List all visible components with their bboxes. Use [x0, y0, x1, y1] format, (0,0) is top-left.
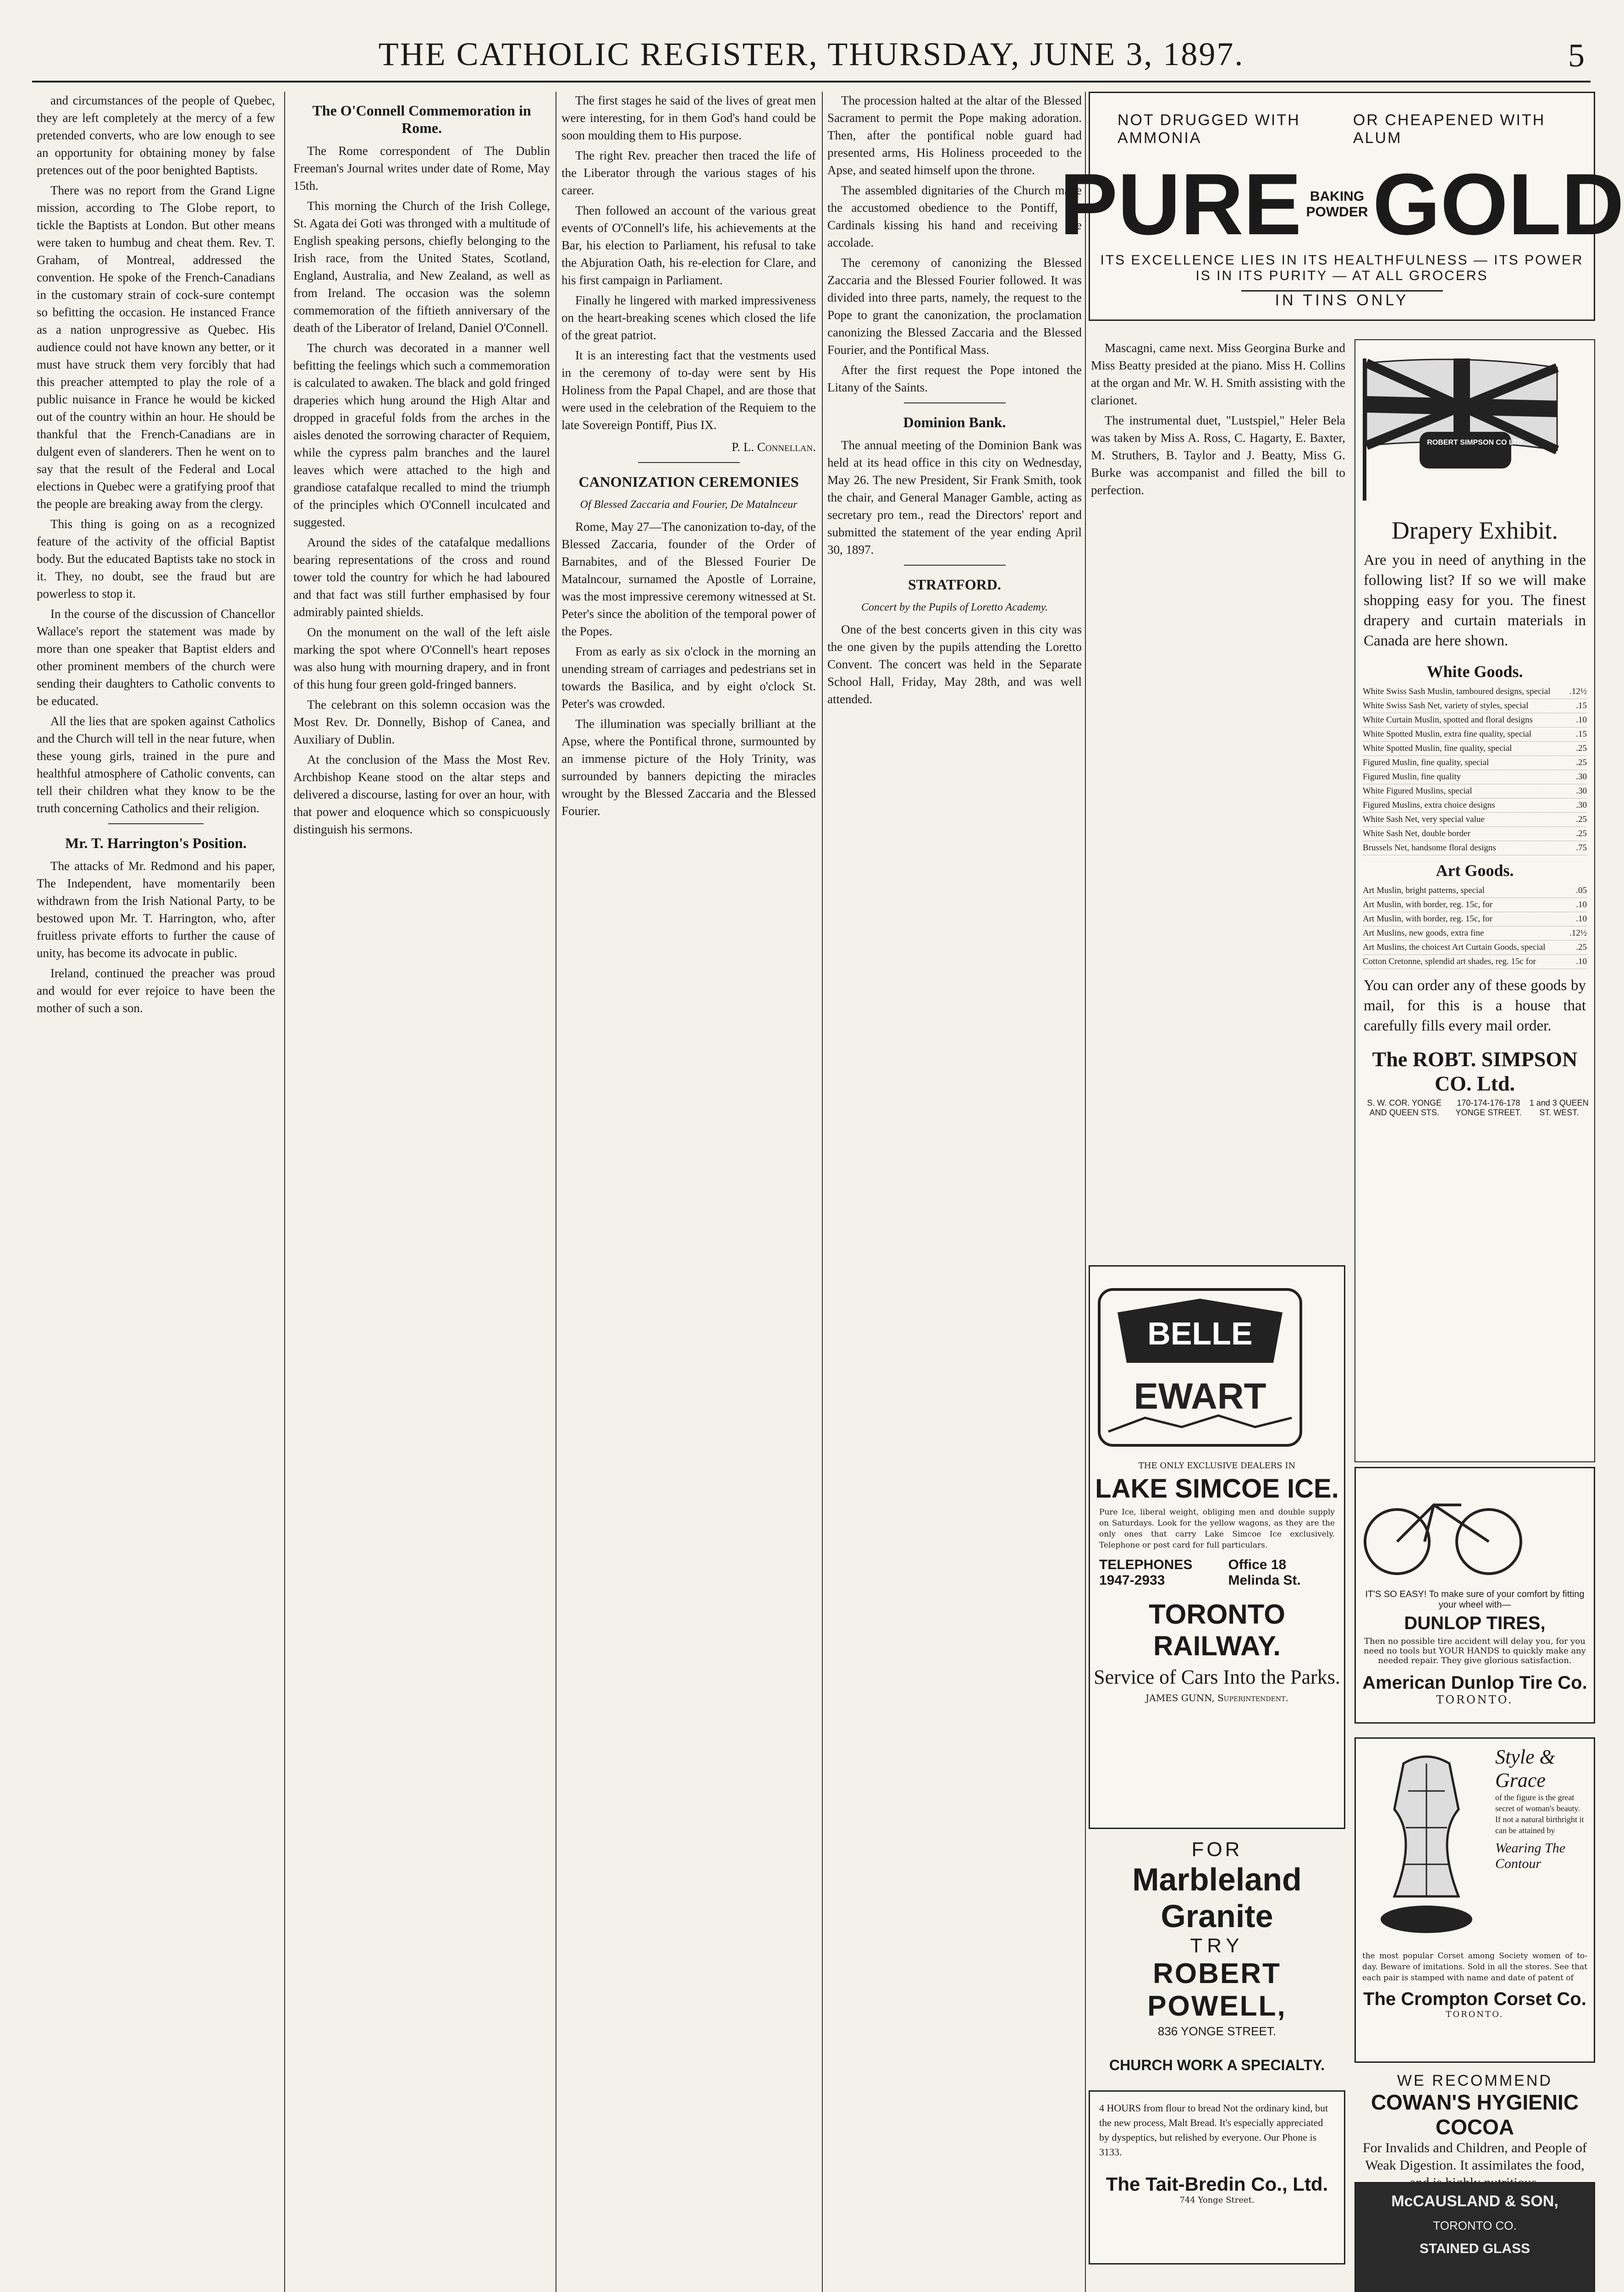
price-row	[1363, 827, 1587, 841]
price-row	[1363, 770, 1587, 784]
paragraph: One of the best concerts given in this city was the one given by the pupils attending the Loretto Convent. The concert was held in the Separate School Hall, Friday, May 28th, and was well attended.	[827, 623, 1082, 706]
ad-body: For Invalids and Children, and People of Weak Digestion. It assimilates the food,	[1362, 2140, 1587, 2173]
tait-bredin-ad	[1089, 2090, 1345, 2264]
paragraph: After the first request the Pope intoned the Litany of the Saints.	[827, 363, 1082, 394]
item-name: Art Muslins, new goods, extra fine	[1363, 928, 1484, 938]
paragraph: From as early as six o'clock in the morning an unending stream of carriages and pedestrians set in towards the Basilica, and by eight o'clock St. Peter's was crowded.	[562, 645, 816, 711]
ad-subheadline: Wearing The Contour	[1495, 1840, 1566, 1871]
city: TORONTO.	[1436, 1693, 1514, 1706]
price-row	[1363, 813, 1587, 827]
address: 170-174-176-178 YONGE STREET.	[1455, 1098, 1522, 1117]
ad-subheadline: Service of Cars Into the Parks.	[1094, 1666, 1340, 1688]
item-name: White Curtain Muslin, spotted and floral designs	[1363, 715, 1533, 725]
price-row	[1363, 955, 1587, 969]
price-row	[1363, 784, 1587, 799]
belle-ewart-ad	[1089, 1265, 1345, 1829]
corset-figure-icon	[1362, 1745, 1491, 1942]
pure-gold-ad	[1059, 92, 1624, 321]
article-subheading: Concert by the Pupils of Loretto Academy.	[861, 601, 1048, 613]
price-row	[1363, 799, 1587, 813]
item-price: .12½	[1569, 687, 1587, 696]
firm-name: ROBERT POWELL,	[1147, 1958, 1287, 2022]
ad-slogan: ITS EXCELLENCE LIES IN ITS HEALTHFULNESS — ITS POWER IS IN ITS PURITY — AT ALL GROCERS	[1100, 253, 1584, 283]
column-rule	[284, 92, 285, 2292]
column-3	[562, 92, 816, 2292]
firm-name: The ROBT. SIMPSON CO. Ltd.	[1372, 1047, 1578, 1095]
ad-headline: Style &	[1495, 1746, 1555, 1768]
paragraph: The instrumental duet, "Lustspiel," Heler Bela was taken by Miss A. Ross, C. Hagarty, E. Baxter, M. Struthers, B. Taylor and J. Beatty, Miss G. Burke was accompanist and filled the bill to perfection.	[1091, 413, 1345, 497]
column-rule	[822, 92, 823, 2292]
item-name: Figured Muslins, extra choice designs	[1363, 800, 1495, 810]
brand-sub: POWDER	[1306, 204, 1368, 220]
bicycle-icon	[1356, 1477, 1530, 1578]
item-price: .25	[1576, 829, 1587, 838]
ad-body: Then no possible tire accident will delay you, for you need no tools but YOUR HANDS to quickly make any needed repair. They give glorious satisfaction.	[1364, 1636, 1586, 1665]
ad-headline: COWAN'S HYGIENIC COCOA	[1371, 2090, 1579, 2139]
column-5	[1091, 339, 1345, 1251]
cocoa-ad	[1354, 2072, 1595, 2173]
ad-text: FOR	[1191, 1838, 1243, 1861]
paragraph: This morning the Church of the Irish College, St. Agata dei Goti was thronged with a multitude of English speaking persons, chiefly belonging to the Irish race, from the United States, Scotland, England, Australia, and New Zealand, as well as from Ireland. The occasion was the solemn commemoration of the fiftieth anniversary of the death of the Liberator of Ireland, Daniel O'Connell.	[293, 199, 550, 335]
brand-sub: BAKING	[1310, 189, 1365, 204]
column-2	[293, 92, 550, 2292]
page-number: 5	[1568, 37, 1586, 74]
granite-ad	[1089, 1834, 1345, 2073]
brand-word: GOLD	[1372, 156, 1624, 253]
item-price: .25	[1576, 744, 1587, 753]
logo-word: BELLE	[1147, 1316, 1253, 1351]
ad-intro: Are you in need of anything in the following list? If so we will make shopping easy for you. The finest drapery and curtain materials in Canada are here shown.	[1364, 552, 1586, 649]
address: 744 Yonge Street.	[1179, 2195, 1255, 2205]
ad-headline: Grace	[1495, 1769, 1546, 1791]
item-name: Cotton Cretonne, splendid art shades, reg. 15c for	[1363, 957, 1536, 966]
address: 836 YONGE STREET.	[1157, 2024, 1277, 2038]
ad-footer: IN TINS ONLY	[1241, 290, 1443, 309]
item-price: .30	[1576, 772, 1587, 782]
paragraph: It is an interesting fact that the vestments used in the ceremony of to-day were sent by His Holiness from the Papal Chapel, and are those that were used in the celebration of the Requiem to the late Sovereign Pontiff, Pius IX.	[562, 348, 816, 432]
paragraph: and circumstances of the people of Quebec, they are left completely at the mercy of a few pretended converts, who are low enough to see an opportunity for obtaining money by false pretences out of the poor benighted Baptists.	[37, 94, 275, 177]
article-subheading: Of Blessed Zaccaria and Fourier, De Matalnceur	[580, 499, 798, 511]
item-name: White Sash Net, very special value	[1363, 815, 1485, 824]
ad-headline: Marbleland Granite	[1132, 1862, 1302, 1934]
firm-name: McCAUSLAND & SON,	[1391, 2193, 1558, 2210]
ad-signature: JAMES GUNN, Superintendent.	[1145, 1692, 1288, 1703]
paragraph: The first stages he said of the lives of great men were interesting, for in them God's hand could be soon moulding them to His purpose.	[562, 94, 816, 142]
article-heading: CANONIZATION CEREMONIES	[578, 474, 799, 490]
price-row	[1363, 841, 1587, 855]
item-name: White Swiss Sash Muslin, tamboured designs, special	[1363, 687, 1551, 696]
address: 1 and 3 QUEEN ST. WEST.	[1529, 1098, 1589, 1117]
article-heading: STRATFORD.	[908, 576, 1001, 593]
item-name: Art Muslin, bright patterns, special	[1363, 886, 1485, 895]
item-price: .25	[1576, 942, 1587, 952]
ad-text: IT'S SO EASY! To make sure of your comfort by fitting your wheel with—	[1365, 1589, 1585, 1610]
ad-body: Pure Ice, liberal weight, obliging men and double supply on Saturdays. Look for the yellow wagons, as they are the only ones that carry Lake Simcoe Ice exclusively. Telephone or post card for full particulars.	[1099, 1508, 1335, 1550]
item-price: .05	[1576, 886, 1587, 895]
price-row	[1363, 941, 1587, 955]
belle-ewart-logo	[1090, 1280, 1310, 1455]
column-rule	[1085, 92, 1086, 2292]
item-name: White Sash Net, double border	[1363, 829, 1470, 838]
ad-outro: You can order any of these goods by mail, for this is a house that carefully fills every mail order.	[1364, 977, 1586, 1034]
item-price: .12½	[1569, 928, 1587, 938]
ad-text: of the figure is the great secret of woman's beauty. If not a natural birthright it can be attained by	[1495, 1793, 1584, 1835]
stained-glass-ad	[1354, 2182, 1595, 2292]
item-price: .10	[1576, 715, 1587, 725]
item-name: Art Muslin, with border, reg. 15c, for	[1363, 914, 1493, 924]
item-name: White Swiss Sash Net, variety of styles, special	[1363, 701, 1529, 711]
item-price: .30	[1576, 800, 1587, 810]
union-jack-flag-icon	[1355, 349, 1566, 501]
brand-word: PURE	[1059, 156, 1302, 253]
paragraph: This thing is going on as a recognized feature of the activity of the official Baptist body. But the educated Baptists take no stock in it. They, no doubt, see the fraud but are powerless to stop it.	[37, 517, 275, 601]
ad-headline: DUNLOP TIRES,	[1404, 1613, 1546, 1633]
item-price: .10	[1576, 900, 1587, 909]
address: S. W. COR. YONGE AND QUEEN STS.	[1367, 1098, 1442, 1117]
ad-headline: TORONTO RAILWAY.	[1149, 1599, 1285, 1661]
paragraph: The annual meeting of the Dominion Bank was held at its head office in this city on Wednesday, May 26. The new President, Sir Frank Smith, took the chair, and General Manager Gamble, acting as secretary pro tem., read the Directors' report and submitted the statement of the year ending April 30, 1897.	[827, 438, 1082, 556]
price-list	[1355, 685, 1594, 855]
price-row	[1363, 926, 1587, 941]
masthead	[32, 28, 1591, 83]
item-name: Brussels Net, handsome floral designs	[1363, 843, 1496, 853]
price-row	[1363, 699, 1587, 713]
signature: P. L. Connellan.	[732, 440, 816, 454]
item-price: .25	[1576, 815, 1587, 824]
ad-tagline: NOT DRUGGED WITH AMMONIA	[1118, 111, 1300, 147]
price-row	[1363, 884, 1587, 898]
paragraph: The church was decorated in a manner well befitting the feelings which such a commemoration is calculated to awaken. The black and gold fringed draperies which hung around the High Altar and dropped in graceful folds from the arches in the aisles denoted the sorrowing character of Requiem, while the cypress palm branches and the laurel leaves which were attached to the high and grandiose catafalque recalled to mind the triumph of the principles which O'Connell inculcated and suggested.	[293, 341, 550, 529]
paragraph: Ireland, continued the preacher was proud and would for ever rejoice to have been the mother of such a son.	[37, 966, 275, 1015]
price-row	[1363, 742, 1587, 756]
price-row	[1363, 756, 1587, 770]
item-price: .75	[1576, 843, 1587, 853]
paragraph: The attacks of Mr. Redmond and his paper, The Independent, have momentarily been withdrawn from the Irish National Party, to be bestowed upon Mr. T. Harrington, who, after fruitless private efforts to further the cause of unity, has become its advocate in public.	[37, 859, 275, 960]
paragraph: The right Rev. preacher then traced the life of the Liberator through the various stages of his career.	[562, 149, 816, 197]
simpson-drapery-ad	[1354, 339, 1595, 1462]
price-row	[1363, 685, 1587, 699]
ad-body: the most popular Corset among Society women of to-day. Beware of imitations. Sold in all the stores. See that each pair is stamped with name and date of patent of	[1362, 1951, 1587, 1983]
paragraph: All the lies that are spoken against Catholics and the Church will tell in the near future, when these young girls, trained in the pure and healthful atmosphere of Catholic convents, can tell their children what they know to be the truth concerning Catholics and their religion.	[37, 714, 275, 815]
ad-tagline: CHURCH WORK A SPECIALTY.	[1109, 2057, 1325, 2073]
item-price: .15	[1576, 729, 1587, 739]
ad-body: 4 HOURS from flour to bread Not the ordinary kind, but the new process, Malt Bread. It's especially appreciated by dyspeptics, but relished by everyone. Our Phone is 3133.	[1099, 2102, 1328, 2158]
paragraph: At the conclusion of the Mass the Most Rev. Archbishop Keane stood on the altar steps and delivered a discourse, lasting for over an hour, with that power and eloquence which so conspicuously distinguish his sermons.	[293, 753, 550, 836]
firm-name: The Tait-Bredin Co., Ltd.	[1106, 2173, 1328, 2195]
item-name: White Figured Muslins, special	[1363, 786, 1472, 796]
paragraph: The celebrant on this solemn occasion was the Most Rev. Dr. Donnelly, Bishop of Canea, and Auxiliary of Dublin.	[293, 698, 550, 746]
city: TORONTO.	[1446, 2010, 1504, 2019]
ad-headline: STAINED GLASS	[1419, 2241, 1530, 2256]
price-list	[1355, 884, 1594, 969]
price-row	[1363, 713, 1587, 727]
column-1	[37, 92, 275, 2292]
section-heading: Art Goods.	[1436, 861, 1514, 880]
item-name: White Spotted Muslin, extra fine quality, special	[1363, 729, 1532, 739]
item-price: .10	[1576, 957, 1587, 966]
ad-headline: LAKE SIMCOE ICE.	[1095, 1474, 1339, 1504]
paragraph: Around the sides of the catafalque medallions bearing representations of the cross and round tower told the country for which he had laboured and that fact was still further emphasised by four admirably painted shields.	[293, 535, 550, 619]
paragraph: The Rome correspondent of The Dublin Freeman's Journal writes under date of Rome, May 15th.	[293, 144, 550, 193]
paragraph: On the monument on the wall of the left aisle marking the spot where O'Connell's heart reposes was also hung with mourning drapery, and in front of this hung four green gold-fringed banners.	[293, 625, 550, 691]
ad-text: TORONTO CO.	[1433, 2219, 1517, 2232]
item-name: Figured Muslin, fine quality, special	[1363, 758, 1489, 767]
newspaper-title: THE CATHOLIC REGISTER, THURSDAY, JUNE 3, 1897.	[378, 35, 1244, 72]
divider	[108, 823, 204, 824]
paragraph: The illumination was specially brilliant at the Apse, where the Pontifical throne, surmounted by an immense picture of the Holy Trinity, was surrounded by banners depicting the miracles wrought by the Blessed Zaccaria and the Blessed Fourier.	[562, 717, 816, 818]
dunlop-tires-ad	[1354, 1467, 1595, 1724]
divider	[904, 402, 1006, 403]
item-price: .15	[1576, 701, 1587, 711]
paragraph: In the course of the discussion of Chancellor Wallace's report the statement was made by more than one speaker that Baptist elders and other prominent members of the church were sending their daughters to Catholic convents to be educated.	[37, 607, 275, 708]
flag-label: ROBERT SIMPSON CO LTD	[1427, 439, 1523, 446]
ad-headline: Drapery Exhibit.	[1392, 517, 1558, 544]
item-name: Art Muslins, the choicest Art Curtain Goods, special	[1363, 942, 1546, 952]
price-row	[1363, 912, 1587, 926]
ad-text: WE RECOMMEND	[1397, 2072, 1552, 2089]
office-address: Office 18 Melinda St.	[1228, 1557, 1301, 1588]
paragraph: The procession halted at the altar of the Blessed Sacrament to permit the Pope making adoration. Then, after the pontifical noble guard had presented arms, His Holiness proceeded to the Apse, and seated himself upon the throne.	[827, 94, 1082, 177]
paragraph: Rome, May 27—The canonization to-day, of the Blessed Zaccaria, founder of the Order of Barnabites, and of the Blessed Fourier De Matalncour, surnamed the Apostle of Lorraine, was the most impressive ceremony witnessed at St. Peter's since the abolition of the temporal power of the Popes.	[562, 520, 816, 638]
item-price: .25	[1576, 758, 1587, 767]
section-heading: White Goods.	[1426, 662, 1523, 681]
item-name: Art Muslin, with border, reg. 15c, for	[1363, 900, 1493, 909]
ad-text: TRY	[1190, 1934, 1244, 1957]
column-4	[827, 92, 1082, 2292]
logo-word: EWART	[1134, 1376, 1266, 1416]
article-heading: Mr. T. Harrington's Position.	[65, 835, 247, 851]
paragraph: The assembled dignitaries of the Church made the accustomed obedience to the Pontiff, the Cardinals kissing his hand and receiving the accolade.	[827, 183, 1082, 249]
article-heading: The O'Connell Commemoration in Rome.	[312, 102, 531, 136]
ad-tagline: OR CHEAPENED WITH ALUM	[1353, 111, 1546, 147]
paragraph: Mascagni, came next. Miss Georgina Burke and Miss Beatty presided at the piano. Miss H. Collins at the organ and Mr. W. H. Smith assisting with the clarionet.	[1091, 341, 1345, 407]
firm-name: The Crompton Corset Co.	[1363, 1989, 1586, 2009]
corset-ad	[1354, 1737, 1595, 2063]
item-name: White Spotted Muslin, fine quality, special	[1363, 744, 1512, 753]
price-row	[1363, 898, 1587, 912]
item-price: .30	[1576, 786, 1587, 796]
item-price: .10	[1576, 914, 1587, 924]
divider	[904, 565, 1006, 566]
paragraph: Then followed an account of the various great events of O'Connell's life, his achievements at the Bar, his election to Parliament, his refusal to take the Abjuration Oath, his re-election for Clare, and his first campaign in Parliament.	[562, 204, 816, 287]
price-row	[1363, 727, 1587, 742]
phone-label: TELEPHONES 1947-2933	[1099, 1557, 1193, 1588]
paragraph: The ceremony of canonizing the Blessed Zaccaria and the Blessed Fourier followed. It was divided into three parts, namely, the request to the Pope to grant the canonization, the proclamation canonizing the Blessed Zaccaria and the Blessed Fourier, and the Pontifical Mass.	[827, 256, 1082, 357]
paragraph: Finally he lingered with marked impressiveness on the heart-breaking scenes which closed the life of the great patriot.	[562, 293, 816, 342]
divider	[638, 462, 740, 463]
paragraph: There was no report from the Grand Ligne mission, according to The Globe report, to tickle the Baptists at London. But other means were taken to humbug and cheat them. Rev. T. Graham, of Montreal, addressed the convention. He spoke of the French-Canadians in the customary strain of cock-sure contempt so befitting the occasion. He instanced France as a nation unprogressive as Quebec. His audience could not have known any better, or it must have struck them very forcibly that had this preacher attempted to play the role of a public nuisance in France he would be kicked out of the country within an hour. He should be thankful that the French-Canadians are in dulgent even of slanderers. Then he went on to say that the result of the Federal and Local elections in Quebec were a gratifying proof that the people are breaking away from the clergy.	[37, 183, 275, 511]
article-heading: Dominion Bank.	[903, 414, 1006, 430]
ad-text: THE ONLY EXCLUSIVE DEALERS IN	[1138, 1461, 1296, 1471]
item-name: Figured Muslin, fine quality	[1363, 772, 1461, 782]
firm-name: American Dunlop Tire Co.	[1362, 1673, 1587, 1693]
